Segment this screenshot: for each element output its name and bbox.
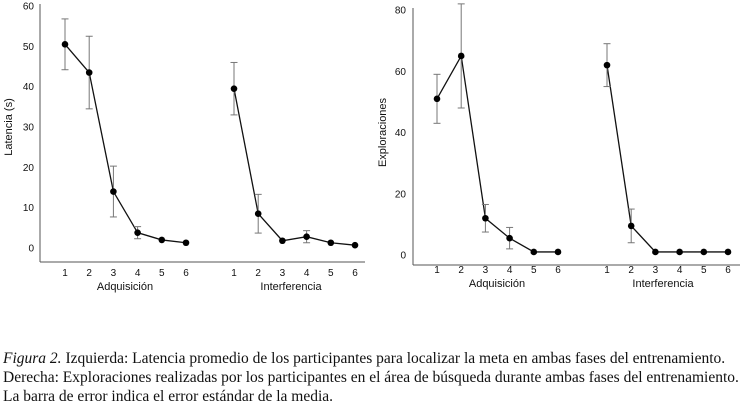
data-point [86, 69, 93, 76]
y-tick-label: 80 [394, 5, 406, 17]
data-point [159, 237, 166, 244]
data-point [110, 188, 117, 195]
figure-caption [3, 349, 741, 406]
series-line [437, 56, 558, 252]
figure-label: Figura 2. [3, 350, 62, 367]
y-tick-label: 40 [22, 82, 34, 94]
x-tick-label: 3 [279, 268, 286, 279]
x-tick-label: 5 [531, 265, 537, 276]
series-line [607, 65, 728, 252]
x-tick-label: 5 [159, 268, 165, 279]
data-point [62, 41, 69, 48]
data-point [458, 53, 465, 60]
x-tick-label: 4 [303, 268, 310, 279]
y-tick-label: 0 [400, 250, 406, 262]
x-tick-label: 4 [506, 265, 513, 276]
y-axis-label: Exploraciones [377, 97, 389, 168]
group-label: Interferencia [632, 278, 694, 290]
y-tick-label: 20 [394, 189, 406, 201]
data-point [555, 249, 562, 256]
data-point [328, 239, 335, 246]
x-tick-label: 2 [458, 265, 464, 276]
x-tick-label: 3 [652, 265, 659, 276]
series-line [234, 89, 355, 245]
data-point [303, 233, 310, 240]
group-label: Adquisición [468, 278, 526, 290]
data-point [279, 237, 286, 244]
x-tick-label: 6 [555, 265, 561, 276]
x-tick-label: 4 [134, 268, 141, 279]
y-tick-label: 60 [394, 66, 406, 78]
series-line [65, 44, 186, 242]
y-axis-label: Latencia (s) [3, 98, 15, 156]
data-point [676, 249, 683, 256]
x-tick-label: 2 [628, 265, 634, 276]
x-tick-label: 5 [701, 265, 707, 276]
x-tick-label: 2 [86, 268, 92, 279]
x-tick-label: 3 [482, 265, 489, 276]
x-tick-label: 3 [110, 268, 117, 279]
y-tick-label: 10 [22, 203, 34, 215]
y-tick-label: 0 [28, 243, 34, 255]
y-tick-label: 30 [22, 122, 34, 134]
x-tick-label: 6 [183, 268, 189, 279]
y-tick-label: 60 [22, 1, 34, 13]
x-tick-label: 6 [725, 265, 731, 276]
caption-text: Izquierda: Latencia promedio de los participantes para localizar la meta en ambas fases del entrenamiento. Derecha: Exploraciones realizadas por los participantes en el área de búsqueda durante ambas fases del entrenamiento. La barra de error indica el error estándar de la media. [3, 350, 739, 405]
x-tick-label: 5 [328, 268, 334, 279]
data-point [352, 242, 359, 249]
data-point [701, 249, 708, 256]
data-point [434, 96, 441, 103]
x-tick-label: 1 [231, 268, 237, 279]
group-label: Adquisición [96, 281, 154, 293]
data-point [482, 215, 489, 222]
chart-2 [377, 4, 740, 290]
data-point [604, 62, 611, 69]
chart-1 [3, 2, 365, 294]
x-tick-label: 4 [676, 265, 683, 276]
x-tick-label: 1 [434, 265, 440, 276]
x-tick-label: 2 [255, 268, 261, 279]
data-point [183, 239, 190, 246]
data-point [231, 85, 238, 92]
y-tick-label: 50 [22, 41, 34, 53]
x-tick-label: 1 [604, 265, 610, 276]
data-point [628, 223, 635, 230]
data-point [506, 235, 513, 242]
x-tick-label: 6 [352, 268, 358, 279]
y-tick-label: 40 [394, 128, 406, 139]
group-label: Interferencia [260, 281, 322, 293]
y-tick-label: 20 [22, 162, 34, 174]
data-point [134, 229, 141, 236]
x-tick-label: 1 [62, 268, 68, 279]
data-point [531, 249, 538, 256]
data-point [652, 249, 659, 256]
data-point [255, 210, 262, 217]
data-point [725, 249, 732, 256]
